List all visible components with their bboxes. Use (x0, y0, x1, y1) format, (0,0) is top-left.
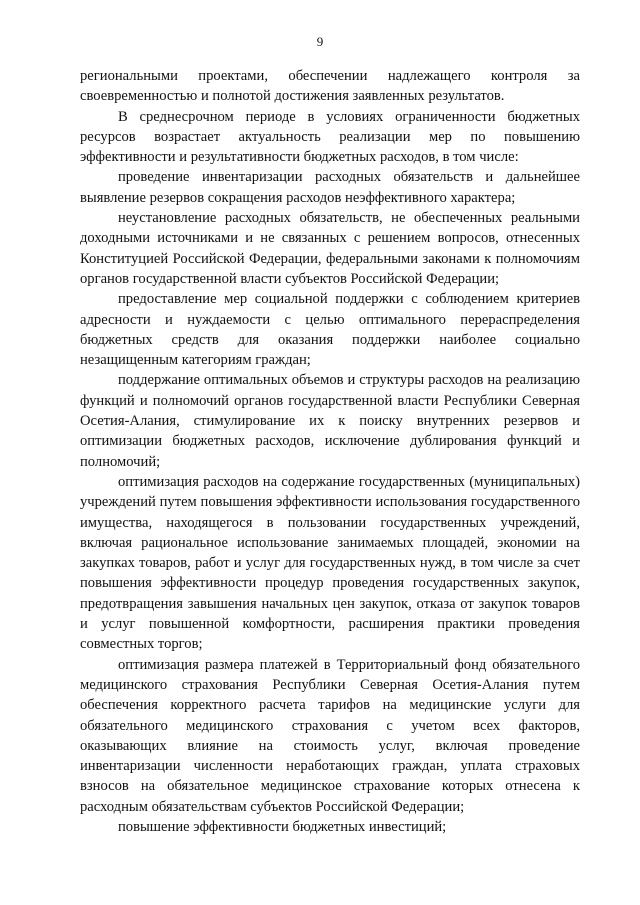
list-item-social-support: предоставление мер социальной поддержки с соблюдением критериев адресности и нуждаемости с целью оптимального перераспределения бюджетных средств для оказания поддержки наиболее социально незащищенным категориям граждан; (80, 291, 580, 369)
list-item-obligations: неустановление расходных обязательств, не обеспеченных реальными доходными источниками и не связанных с решением вопросов, отнесенных Конституцией Российской Федерации, федеральными законами к полномочиям органов государственной власти субъектов Российской Федерации; (80, 210, 580, 287)
page-number: 9 (316, 34, 324, 49)
list-item-inventory: проведение инвентаризации расходных обязательств и дальнейшее выявление резервов сокращения расходов неэффективного характера; (80, 169, 580, 206)
paragraph-intro: В среднесрочном периоде в условиях ограниченности бюджетных ресурсов возрастает актуальность реализации мер по повышению эффективности и результативности бюджетных расходов, в том числе: (80, 108, 580, 166)
paragraph-continuation: региональными проектами, обеспечении надлежащего контроля за своевременностью и полнотой достижения заявленных результатов. (80, 68, 580, 105)
list-item-institutions: оптимизация расходов на содержание государственных (муниципальных) учреждений путем повышения эффективности использования государственного имущества, находящегося в пользовании государственных учреждений, включая рациональное использование занимаемых площадей, экономии на закупках товаров, работ и услуг для государственных нужд, в том числе за счет повышения эффективности процедур проведения государственных закупок, предотвращения завышения начальных цен закупок, отказа от закупок товаров и услуг повышенной комфортности, расширения практики проведения совместных торгов; (80, 473, 580, 653)
list-item-optimal-expenses: поддержание оптимальных объемов и структуры расходов на реализацию функций и полномочий органов государственной власти Республики Северная Осетия-Алания, стимулирование их к поиску внутренних резервов и оптимизации бюджетных расходов, исключение дублирования функций и полномочий; (80, 372, 580, 470)
document-body (80, 66, 580, 837)
list-item-medical-insurance: оптимизация размера платежей в Территориальный фонд обязательного медицинского страхования Республики Северная Осетия-Алания путем обеспечения корректного расчета тарифов на медицинские услуги для обязательного медицинского страхования с учетом всех факторов, оказывающих влияние на стоимость услуг, включая проведение инвентаризации численности неработающих граждан, уплата страховых взносов на обязательное медицинское страхование которых отнесена к расходным обязательствам субъектов Российской Федерации; (80, 656, 580, 815)
list-item-investments: повышение эффективности бюджетных инвестиций; (118, 818, 447, 835)
